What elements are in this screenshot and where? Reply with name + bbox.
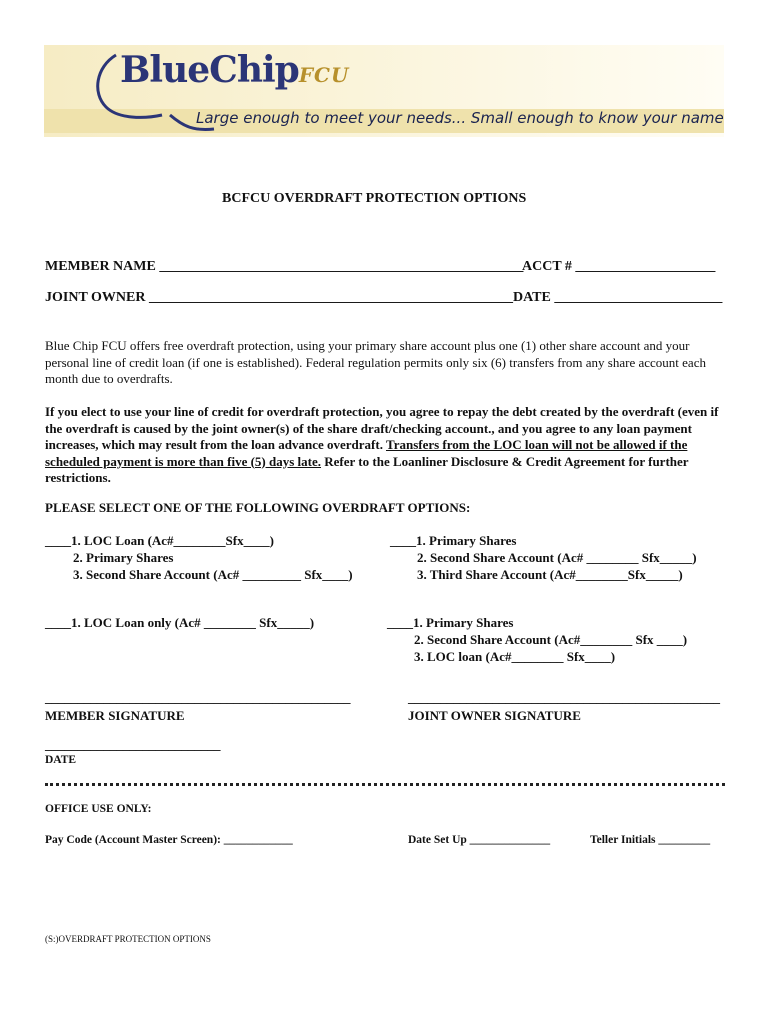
office-use-heading: OFFICE USE ONLY:	[45, 803, 152, 815]
joint-signature-label: JOINT OWNER SIGNATURE	[408, 708, 581, 723]
header-banner	[44, 45, 724, 137]
footer-code: (S:)OVERDRAFT PROTECTION OPTIONS	[45, 934, 211, 944]
date-line: ___________________________	[45, 737, 221, 752]
logo	[120, 49, 349, 91]
intro-paragraph: Blue Chip FCU offers free overdraft protection, using your primary share account plus one (1) other share account and your personal line of credit loan (if one is established). Federal regulation permits only six (6) transfers from any share account each month due to overdrafts.	[45, 338, 706, 386]
option-a-line-2: 2. Primary Shares	[73, 550, 174, 565]
member-signature-line: _______________________________________________	[45, 690, 351, 705]
tagline: Large enough to meet your needs... Small enough to know your name	[196, 109, 724, 127]
joint-owner-field: JOINT OWNER ____________________________________________________DATE ________________________	[45, 290, 723, 305]
option-d-line-2: 2. Second Share Account (Ac#________ Sfx ____)	[414, 632, 688, 647]
select-heading: PLEASE SELECT ONE OF THE FOLLOWING OVERDRAFT OPTIONS:	[45, 500, 471, 515]
member-signature-label: MEMBER SIGNATURE	[45, 708, 185, 723]
acct-field: ACCT # ____________________	[522, 259, 716, 274]
teller-initials-field: Teller Initials _________	[590, 834, 711, 846]
logo-name: BlueChip	[120, 49, 299, 91]
option-a-line-1: ____1. LOC Loan (Ac#________Sfx____)	[45, 533, 274, 548]
loc-notice	[45, 404, 735, 487]
logo-fcu: FCU	[298, 63, 350, 87]
document-title: BCFCU OVERDRAFT PROTECTION OPTIONS	[222, 191, 527, 206]
loc-notice-underlined: Transfers from the LOC loan will not be allowed if the scheduled payment is more than five (5) days late.	[45, 437, 688, 469]
option-b-line-1: ____1. Primary Shares	[390, 533, 517, 548]
loc-notice-part2: Refer to the Loanliner Disclosure & Credit Agreement for further restrictions.	[45, 453, 689, 485]
option-b-line-3: 3. Third Share Account (Ac#________Sfx_____)	[417, 567, 683, 582]
loc-notice-part1: If you elect to use your line of credit for overdraft protection, you agree to repay the debt created by the overdraft (even if the overdraft is caused by the joint owner(s) of the share draft/checking account., and you agree to any loan payment increases, which may result from the loan advance overdraft.	[45, 404, 719, 452]
option-d-line-3: 3. LOC loan (Ac#________ Sfx____)	[414, 649, 616, 664]
member-name-field: MEMBER NAME ____________________________________________________	[45, 259, 524, 274]
date-set-up-field: Date Set Up ______________	[408, 834, 551, 846]
option-d-line-1: ____1. Primary Shares	[387, 615, 514, 630]
option-c-line-1: ____1. LOC Loan only (Ac# ________ Sfx_____)	[45, 615, 315, 630]
joint-signature-line: ________________________________________________	[408, 690, 720, 705]
date-label: DATE	[45, 754, 77, 766]
option-a-line-3: 3. Second Share Account (Ac# _________ Sfx____)	[73, 567, 353, 582]
dotted-separator	[45, 783, 725, 786]
pay-code-field: Pay Code (Account Master Screen): ____________	[45, 834, 293, 846]
option-b-line-2: 2. Second Share Account (Ac# ________ Sfx_____)	[417, 550, 697, 565]
